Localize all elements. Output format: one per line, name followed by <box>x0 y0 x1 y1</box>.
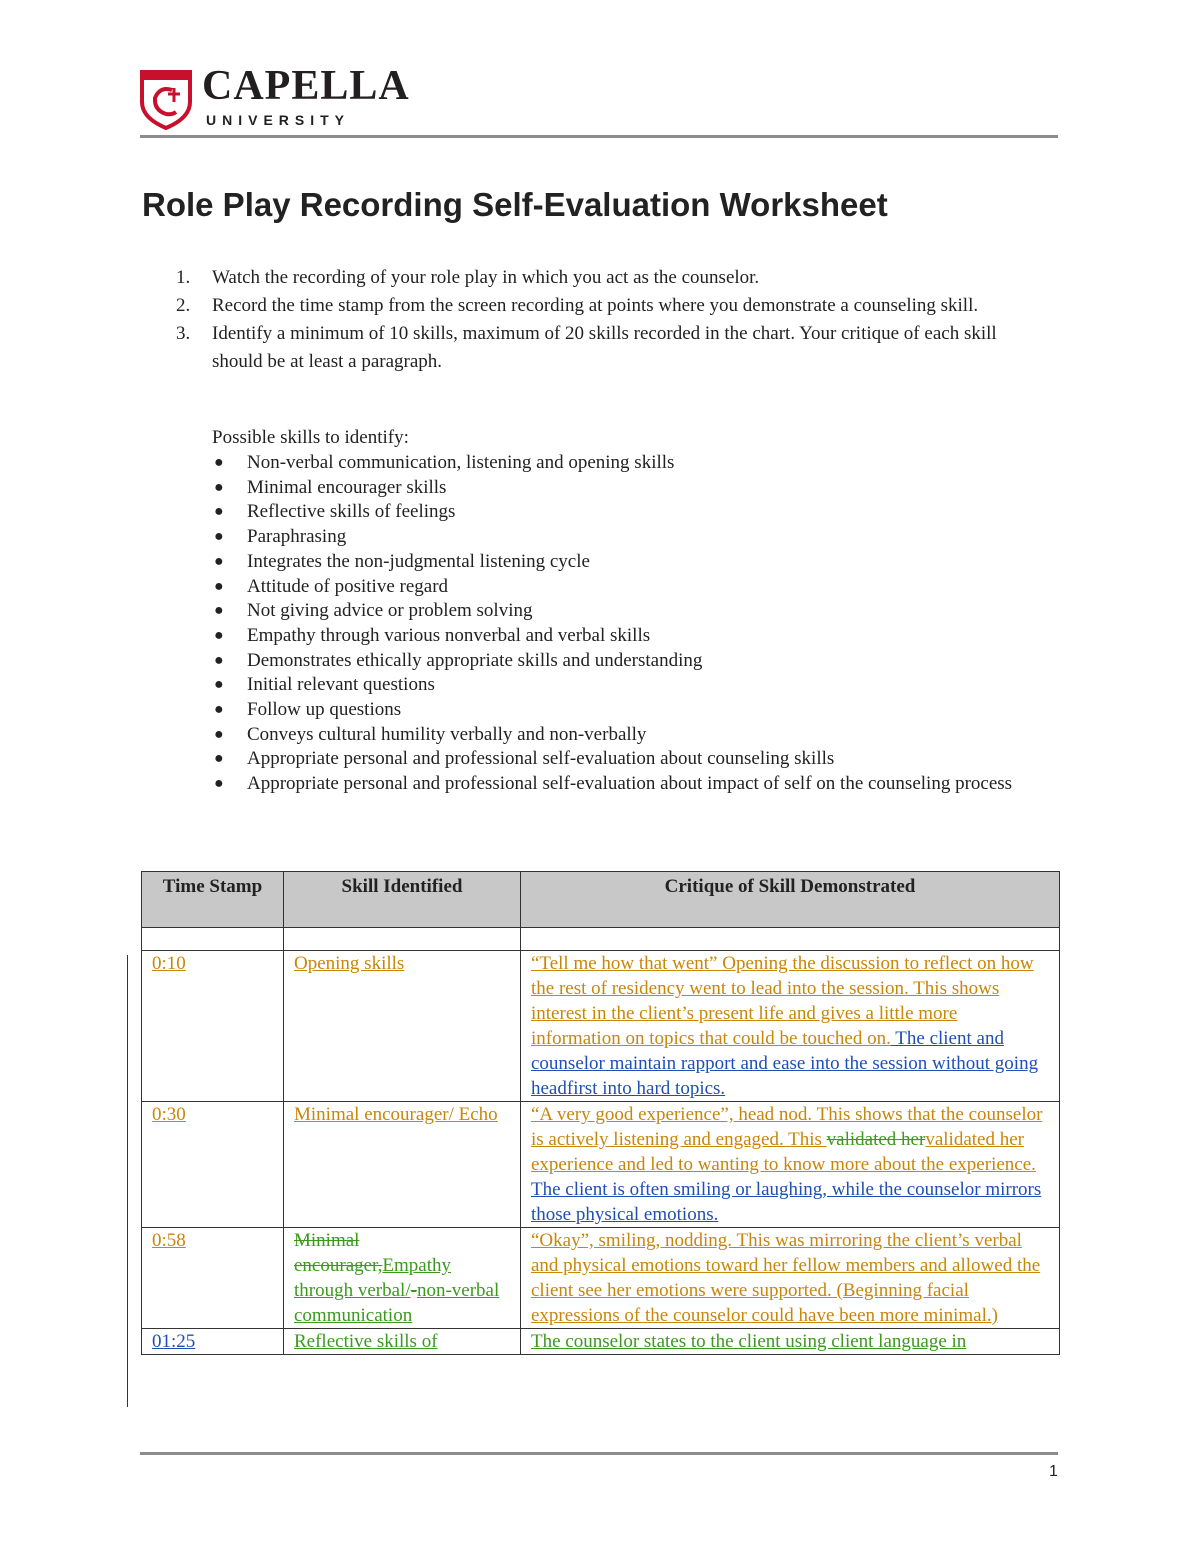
bullet-icon: ● <box>214 725 224 743</box>
critique-text: “Tell me how that went” Opening the discussion to reflect on how the rest of residency went to lead into the session. This shows interest in the client’s present life and gives a little more information on topics that could be touched on. <box>531 953 1034 1049</box>
skill-list-item: ● Conveys cultural humility verbally and non-verbally <box>212 723 1052 748</box>
column-header-time: Time Stamp <box>142 872 284 928</box>
skill-deletion: Minimal encourager, <box>294 1230 383 1276</box>
bullet-icon: ● <box>214 602 224 620</box>
bullet-icon: ● <box>214 676 224 694</box>
instruction-list <box>170 264 1050 376</box>
instruction-step: 2. Record the time stamp from the screen recording at points where you demonstrate a counseling skill. <box>176 295 979 316</box>
critique-text: The counselor states to the client using client language in <box>531 1331 967 1352</box>
skill-list-item: ● Integrates the non-judgmental listening cycle <box>212 550 1052 575</box>
bullet-icon: ● <box>214 577 224 595</box>
skill-list-item: ● Demonstrates ethically appropriate skills and understanding <box>212 649 1052 674</box>
skill-list-item: ● Appropriate personal and professional self-evaluation about counseling skills <box>212 747 1052 772</box>
column-header-critique: Critique of Skill Demonstrated <box>521 872 1060 928</box>
skill-identified: Empathy through verbal/ <box>294 1255 451 1301</box>
critique-comment: The client is often smiling or laughing, while the counselor mirrors those physical emotions. <box>531 1179 1042 1225</box>
table-row-empty <box>142 928 1060 951</box>
column-header-skill: Skill Identified <box>284 872 521 928</box>
capella-shield-icon <box>140 68 192 130</box>
skill-list-item: ● Reflective skills of feelings <box>212 500 1052 525</box>
critique-text: “A very good experience”, head nod. This shows that the counselor is actively listening and engaged. This <box>531 1104 1043 1150</box>
bullet-icon: ● <box>214 528 224 546</box>
bullet-icon: ● <box>214 454 224 471</box>
footer-divider <box>140 1452 1058 1455</box>
bullet-icon: ● <box>214 503 224 521</box>
time-stamp: 0:30 <box>152 1104 186 1125</box>
skill-identified: Opening skills <box>294 953 405 974</box>
possible-skills-label: Possible skills to identify: <box>212 427 409 448</box>
skill-list-item: ● Minimal encourager skills <box>212 476 1052 501</box>
header-divider <box>140 135 1058 138</box>
critique-comment: The client and counselor maintain rapport and ease into the session without going headfirst into hard topics. <box>531 1028 1039 1099</box>
time-stamp: 0:10 <box>152 953 186 974</box>
time-stamp: 01:25 <box>152 1331 196 1352</box>
bullet-icon: ● <box>214 651 224 669</box>
table-row <box>142 951 1060 1102</box>
skill-identified-cont: non-verbal communication <box>294 1280 500 1326</box>
skills-table <box>141 871 1060 1355</box>
skill-list-item: ● Attitude of positive regard <box>212 575 1052 600</box>
skill-list-item: ● Empathy through various nonverbal and verbal skills <box>212 624 1052 649</box>
table-header-row <box>142 872 1060 928</box>
skill-deletion: - <box>410 1280 417 1301</box>
bullet-icon: ● <box>214 478 224 496</box>
page-number: 1 <box>1049 1463 1058 1480</box>
brand-name: CAPELLA <box>202 63 410 109</box>
bullet-icon: ● <box>214 701 224 719</box>
skill-list-item: ● Not giving advice or problem solving <box>212 599 1052 624</box>
skill-list-item: ● Follow up questions <box>212 698 1052 723</box>
instruction-step: 1. Watch the recording of your role play in which you act as the counselor. <box>176 267 760 288</box>
skills-list <box>212 451 1052 797</box>
critique-deletion: validated her <box>826 1129 926 1150</box>
table-row <box>142 1329 1060 1355</box>
skill-identified: Minimal encourager/ Echo <box>294 1104 498 1125</box>
critique-insertion: validated her experience and led to wanting to know more about the experience. <box>531 1129 1036 1175</box>
skill-identified: Reflective skills of <box>294 1331 438 1352</box>
time-stamp: 0:58 <box>152 1230 186 1251</box>
bullet-icon: ● <box>214 750 224 768</box>
revision-bar <box>127 955 128 1407</box>
skill-list-item: ● Appropriate personal and professional self-evaluation about impact of self on the counseling process <box>212 772 1052 797</box>
critique-text: “Okay”, smiling, nodding. This was mirroring the client’s verbal and physical emotions toward her fellow members and allowed the client see her emotions were supported. (Beginning facial expressions of the counselor could have been more minimal.) <box>531 1230 1041 1326</box>
bullet-icon: ● <box>214 775 224 793</box>
instruction-step: 3. Identify a minimum of 10 skills, maximum of 20 skills recorded in the chart. Your critique of each skill should be at least a paragraph. <box>176 323 997 372</box>
capella-logo <box>140 63 440 130</box>
skill-list-item: ● Initial relevant questions <box>212 673 1052 698</box>
page-title: Role Play Recording Self-Evaluation Worksheet <box>142 186 888 223</box>
bullet-icon: ● <box>214 552 224 570</box>
bullet-icon: ● <box>214 626 224 644</box>
brand-subtitle: UNIVERSITY <box>206 112 351 128</box>
skill-list-item: ● Paraphrasing <box>212 525 1052 550</box>
skill-list-item: ● Non-verbal communication, listening and opening skills <box>212 451 1052 476</box>
table-row <box>142 1228 1060 1329</box>
table-row <box>142 1102 1060 1228</box>
